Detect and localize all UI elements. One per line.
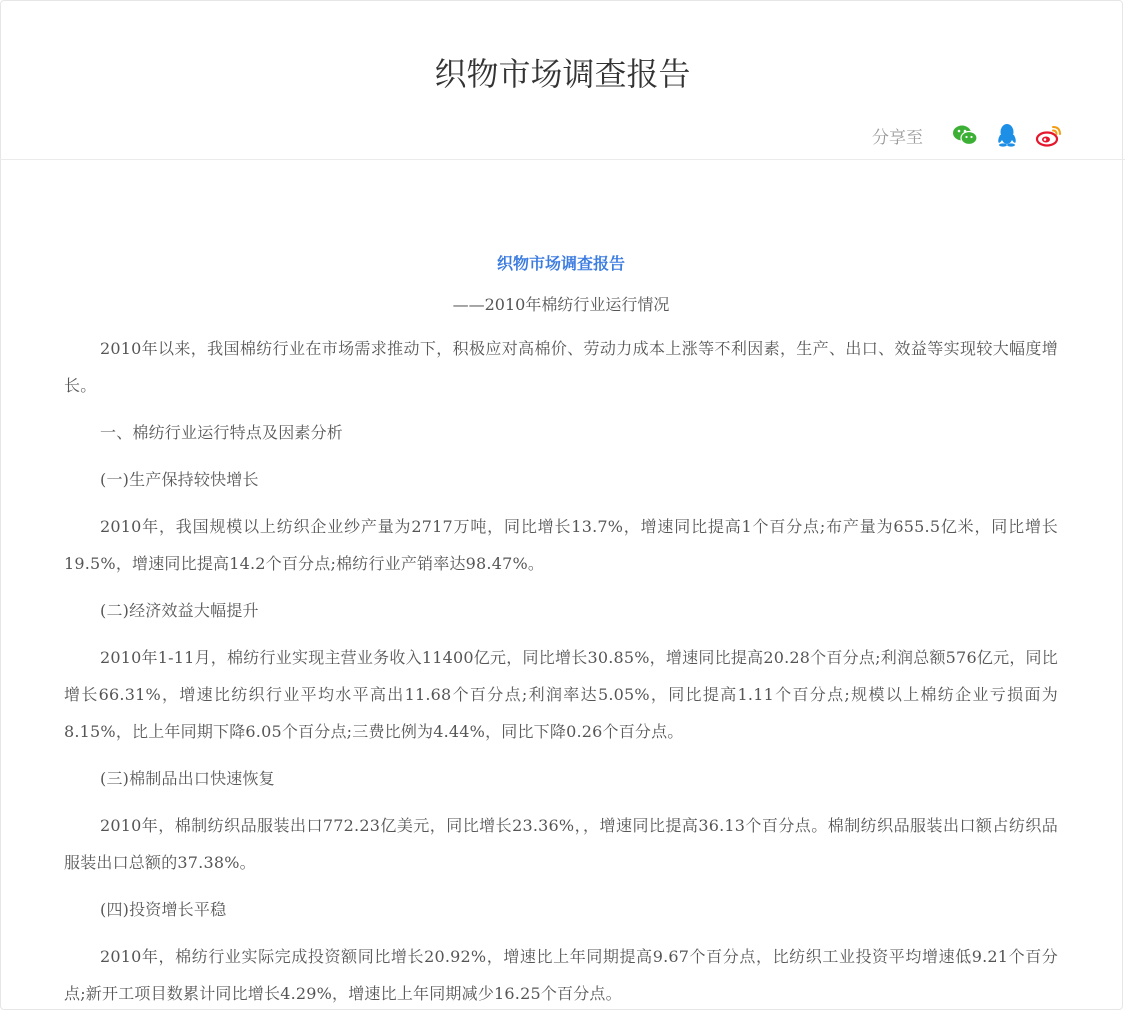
- article-body: [64, 246, 1058, 1022]
- article-paragraph: 2010年，棉纺行业实际完成投资额同比增长20.92%，增速比上年同期提高9.67个百分点，比纺织工业投资平均增速低9.21个百分点;新开工项目数累计同比增长4.29%，增速比上年同期减少16.25个百分点。: [64, 947, 1058, 1003]
- subsection-heading: (三)棉制品出口快速恢复: [100, 769, 275, 788]
- qq-icon[interactable]: [993, 121, 1021, 149]
- page-header: [0, 0, 1125, 160]
- article-paragraph: 2010年，我国规模以上纺织企业纱产量为2717万吨，同比增长13.7%，增速同比提高1个百分点;布产量为655.5亿米，同比增长19.5%，增速同比提高14.2个百分点;棉纺行业产销率达98.47%。: [64, 517, 1058, 573]
- article-paragraph: 2010年以来，我国棉纺行业在市场需求推动下，积极应对高棉价、劳动力成本上涨等不利因素，生产、出口、效益等实现较大幅度增长。: [64, 339, 1058, 395]
- article-paragraph: 2010年，棉制纺织品服装出口772.23亿美元，同比增长23.36%，，增速同比提高36.13个百分点。棉制纺织品服装出口额占纺织品服装出口总额的37.38%。: [64, 816, 1058, 872]
- article-paragraph: 2010年1-11月，棉纺行业实现主营业务收入11400亿元，同比增长30.85%，增速同比提高20.28个百分点;利润总额576亿元，同比增长66.31%，增速比纺织行业平均水平高出11.68个百分点;利润率达5.05%，同比提高1.11个百分点;规模以上棉纺企业亏损面为8.15%，比上年同期下降6.05个百分点;三费比例为4.44%，同比下降0.26个百分点。: [64, 648, 1058, 741]
- weibo-icon[interactable]: [1035, 121, 1063, 149]
- article-subtitle: ——2010年棉纺行业运行情况: [452, 295, 670, 314]
- share-label: 分享至: [872, 127, 923, 148]
- subsection-heading: (一)生产保持较快增长: [100, 470, 259, 489]
- wechat-icon[interactable]: [951, 121, 979, 149]
- subsection-heading: (四)投资增长平稳: [100, 900, 227, 919]
- subsection-heading: (二)经济效益大幅提升: [100, 601, 259, 620]
- share-bar: [872, 120, 1063, 150]
- section-heading: 一、棉纺行业运行特点及因素分析: [100, 423, 344, 442]
- page-title: 织物市场调查报告: [434, 55, 691, 93]
- article-title: 织物市场调查报告: [496, 254, 625, 273]
